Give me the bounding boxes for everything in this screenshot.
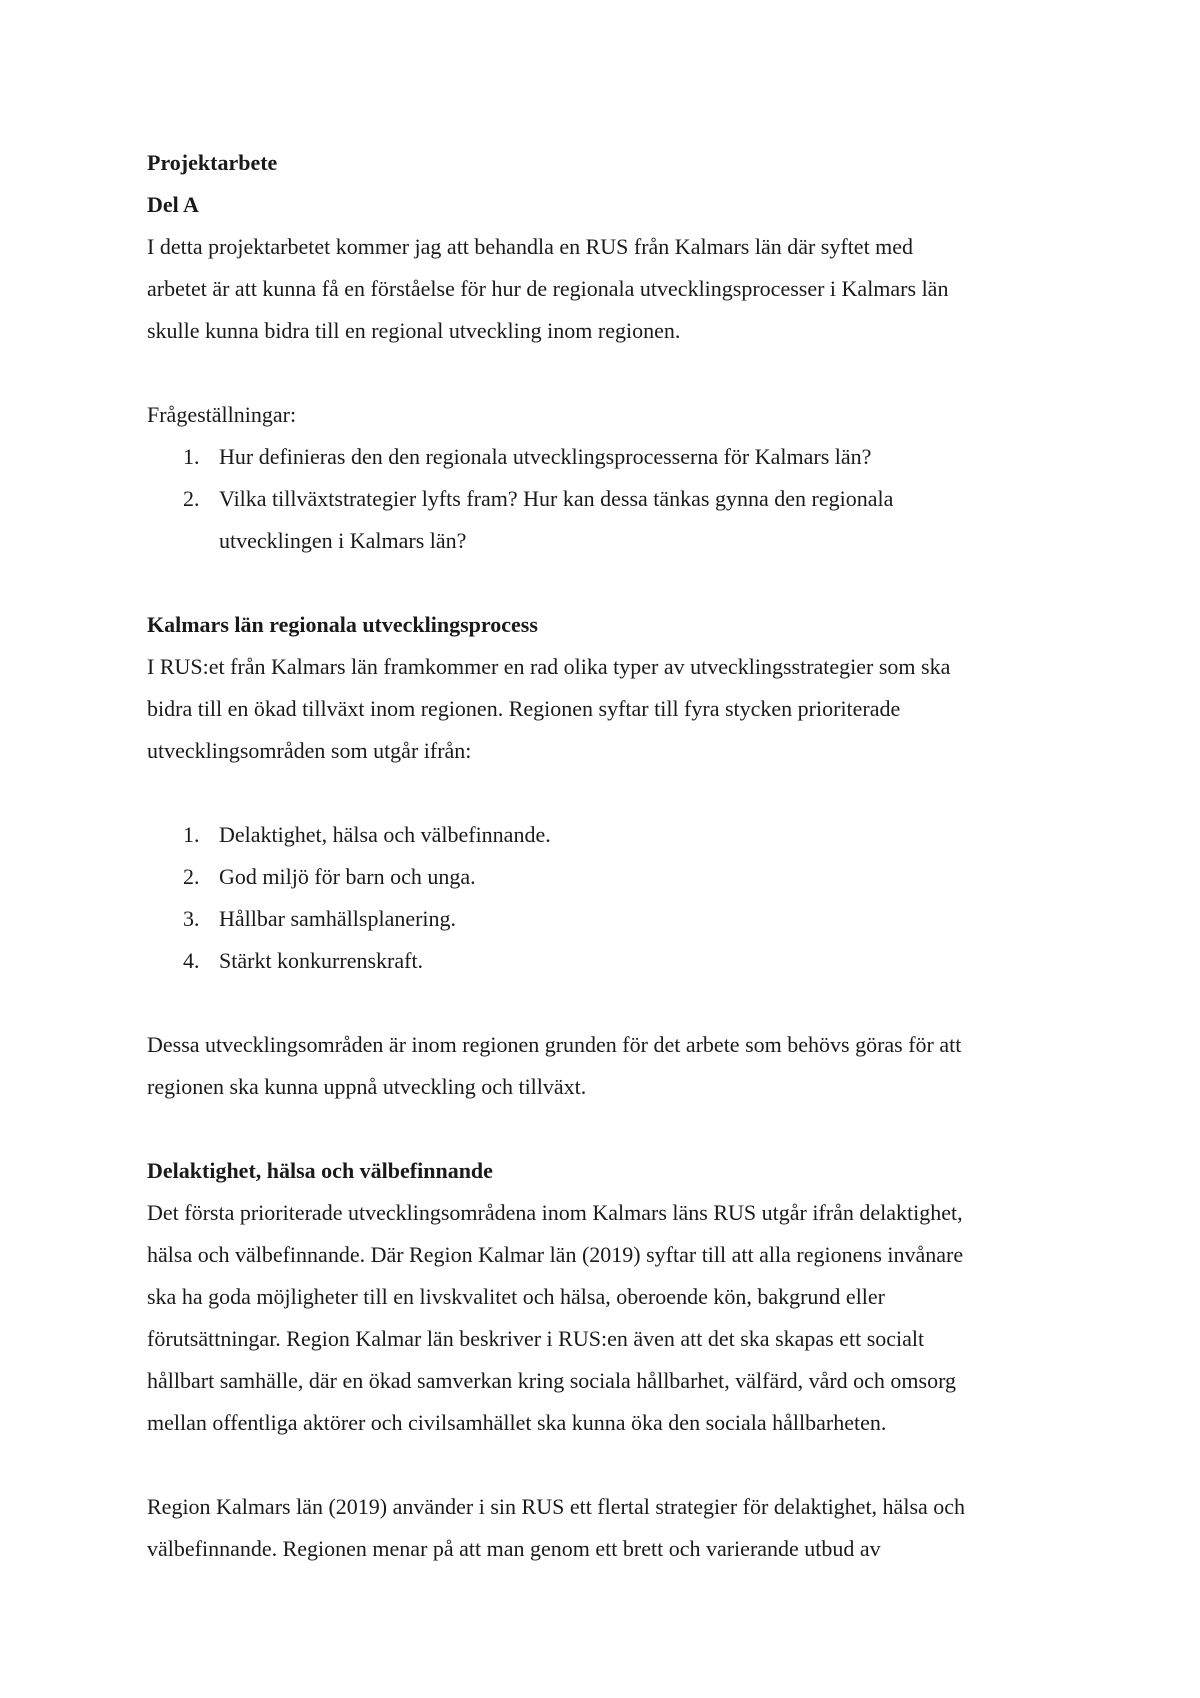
document-title: Projektarbete [147, 150, 278, 175]
list-item [147, 436, 1067, 478]
list-number: 1. [183, 444, 200, 469]
list-item [147, 940, 1067, 982]
paragraph-line: mellan offentliga aktörer och civilsamhället ska kunna öka den sociala hållbarheten. [147, 1410, 887, 1435]
list-number: 2. [183, 864, 200, 889]
paragraph-line: ska ha goda möjligheter till en livskvalitet och hälsa, oberoende kön, bakgrund eller [147, 1284, 886, 1309]
paragraph-line: Dessa utvecklingsområden är inom regionen grunden för det arbete som behövs göras för att [147, 1032, 962, 1057]
list-number: 2. [183, 486, 200, 511]
list-number: 1. [183, 822, 200, 847]
paragraph-line: välbefinnande. Regionen menar på att man genom ett brett och varierande utbud av [147, 1536, 881, 1561]
paragraph-line: hälsa och välbefinnande. Där Region Kalmar län (2019) syftar till att alla regionens invånare [147, 1242, 964, 1267]
list-text: Delaktighet, hälsa och välbefinnande. [219, 822, 551, 847]
list-text: God miljö för barn och unga. [219, 864, 476, 889]
paragraph-line: Det första prioriterade utvecklingsområdena inom Kalmars läns RUS utgår ifrån delaktighet, [147, 1200, 963, 1225]
intro-line: arbetet är att kunna få en förståelse för hur de regionala utvecklingsprocesser i Kalmars län [147, 276, 949, 301]
list-text: Hållbar samhällsplanering. [219, 906, 457, 931]
list-item [147, 478, 1067, 562]
list-text: Hur definieras den den regionala utvecklingsprocesserna för Kalmars län? [219, 444, 872, 469]
spacer [147, 352, 1067, 394]
paragraph-line: I RUS:et från Kalmars län framkommer en rad olika typer av utvecklingsstrategier som ska [147, 654, 951, 679]
spacer [147, 982, 1067, 1024]
document-page [147, 142, 1067, 1570]
intro-line: skulle kunna bidra till en regional utveckling inom regionen. [147, 318, 681, 343]
questions-label: Frågeställningar: [147, 402, 297, 427]
list-number: 3. [183, 906, 200, 931]
areas-list [147, 814, 1067, 982]
paragraph-line: hållbart samhälle, där en ökad samverkan kring sociala hållbarhet, välfärd, vård och omsorg [147, 1368, 957, 1393]
section-heading: Delaktighet, hälsa och välbefinnande [147, 1158, 493, 1183]
list-item [147, 814, 1067, 856]
list-text: Vilka tillväxtstrategier lyfts fram? Hur kan dessa tänkas gynna den regionala [219, 486, 894, 511]
list-item [147, 856, 1067, 898]
intro-line: I detta projektarbetet kommer jag att behandla en RUS från Kalmars län där syftet med [147, 234, 914, 259]
questions-list [147, 436, 1067, 562]
paragraph-line: regionen ska kunna uppnå utveckling och tillväxt. [147, 1074, 587, 1099]
paragraph-line: utvecklingsområden som utgår ifrån: [147, 738, 472, 763]
spacer [147, 562, 1067, 604]
spacer [147, 1444, 1067, 1486]
spacer [147, 772, 1067, 814]
list-number: 4. [183, 948, 200, 973]
paragraph-line: förutsättningar. Region Kalmar län beskriver i RUS:en även att det ska skapas ett socialt [147, 1326, 925, 1351]
paragraph-line: bidra till en ökad tillväxt inom regionen. Regionen syftar till fyra stycken prioriterade [147, 696, 901, 721]
document-part-label: Del A [147, 192, 199, 217]
section-heading: Kalmars län regionala utvecklingsprocess [147, 612, 538, 637]
spacer [147, 1108, 1067, 1150]
paragraph-line: Region Kalmars län (2019) använder i sin RUS ett flertal strategier för delaktighet, hälsa och [147, 1494, 966, 1519]
list-item [147, 898, 1067, 940]
list-text: Stärkt konkurrenskraft. [219, 948, 424, 973]
list-text-continued: utvecklingen i Kalmars län? [219, 528, 467, 553]
